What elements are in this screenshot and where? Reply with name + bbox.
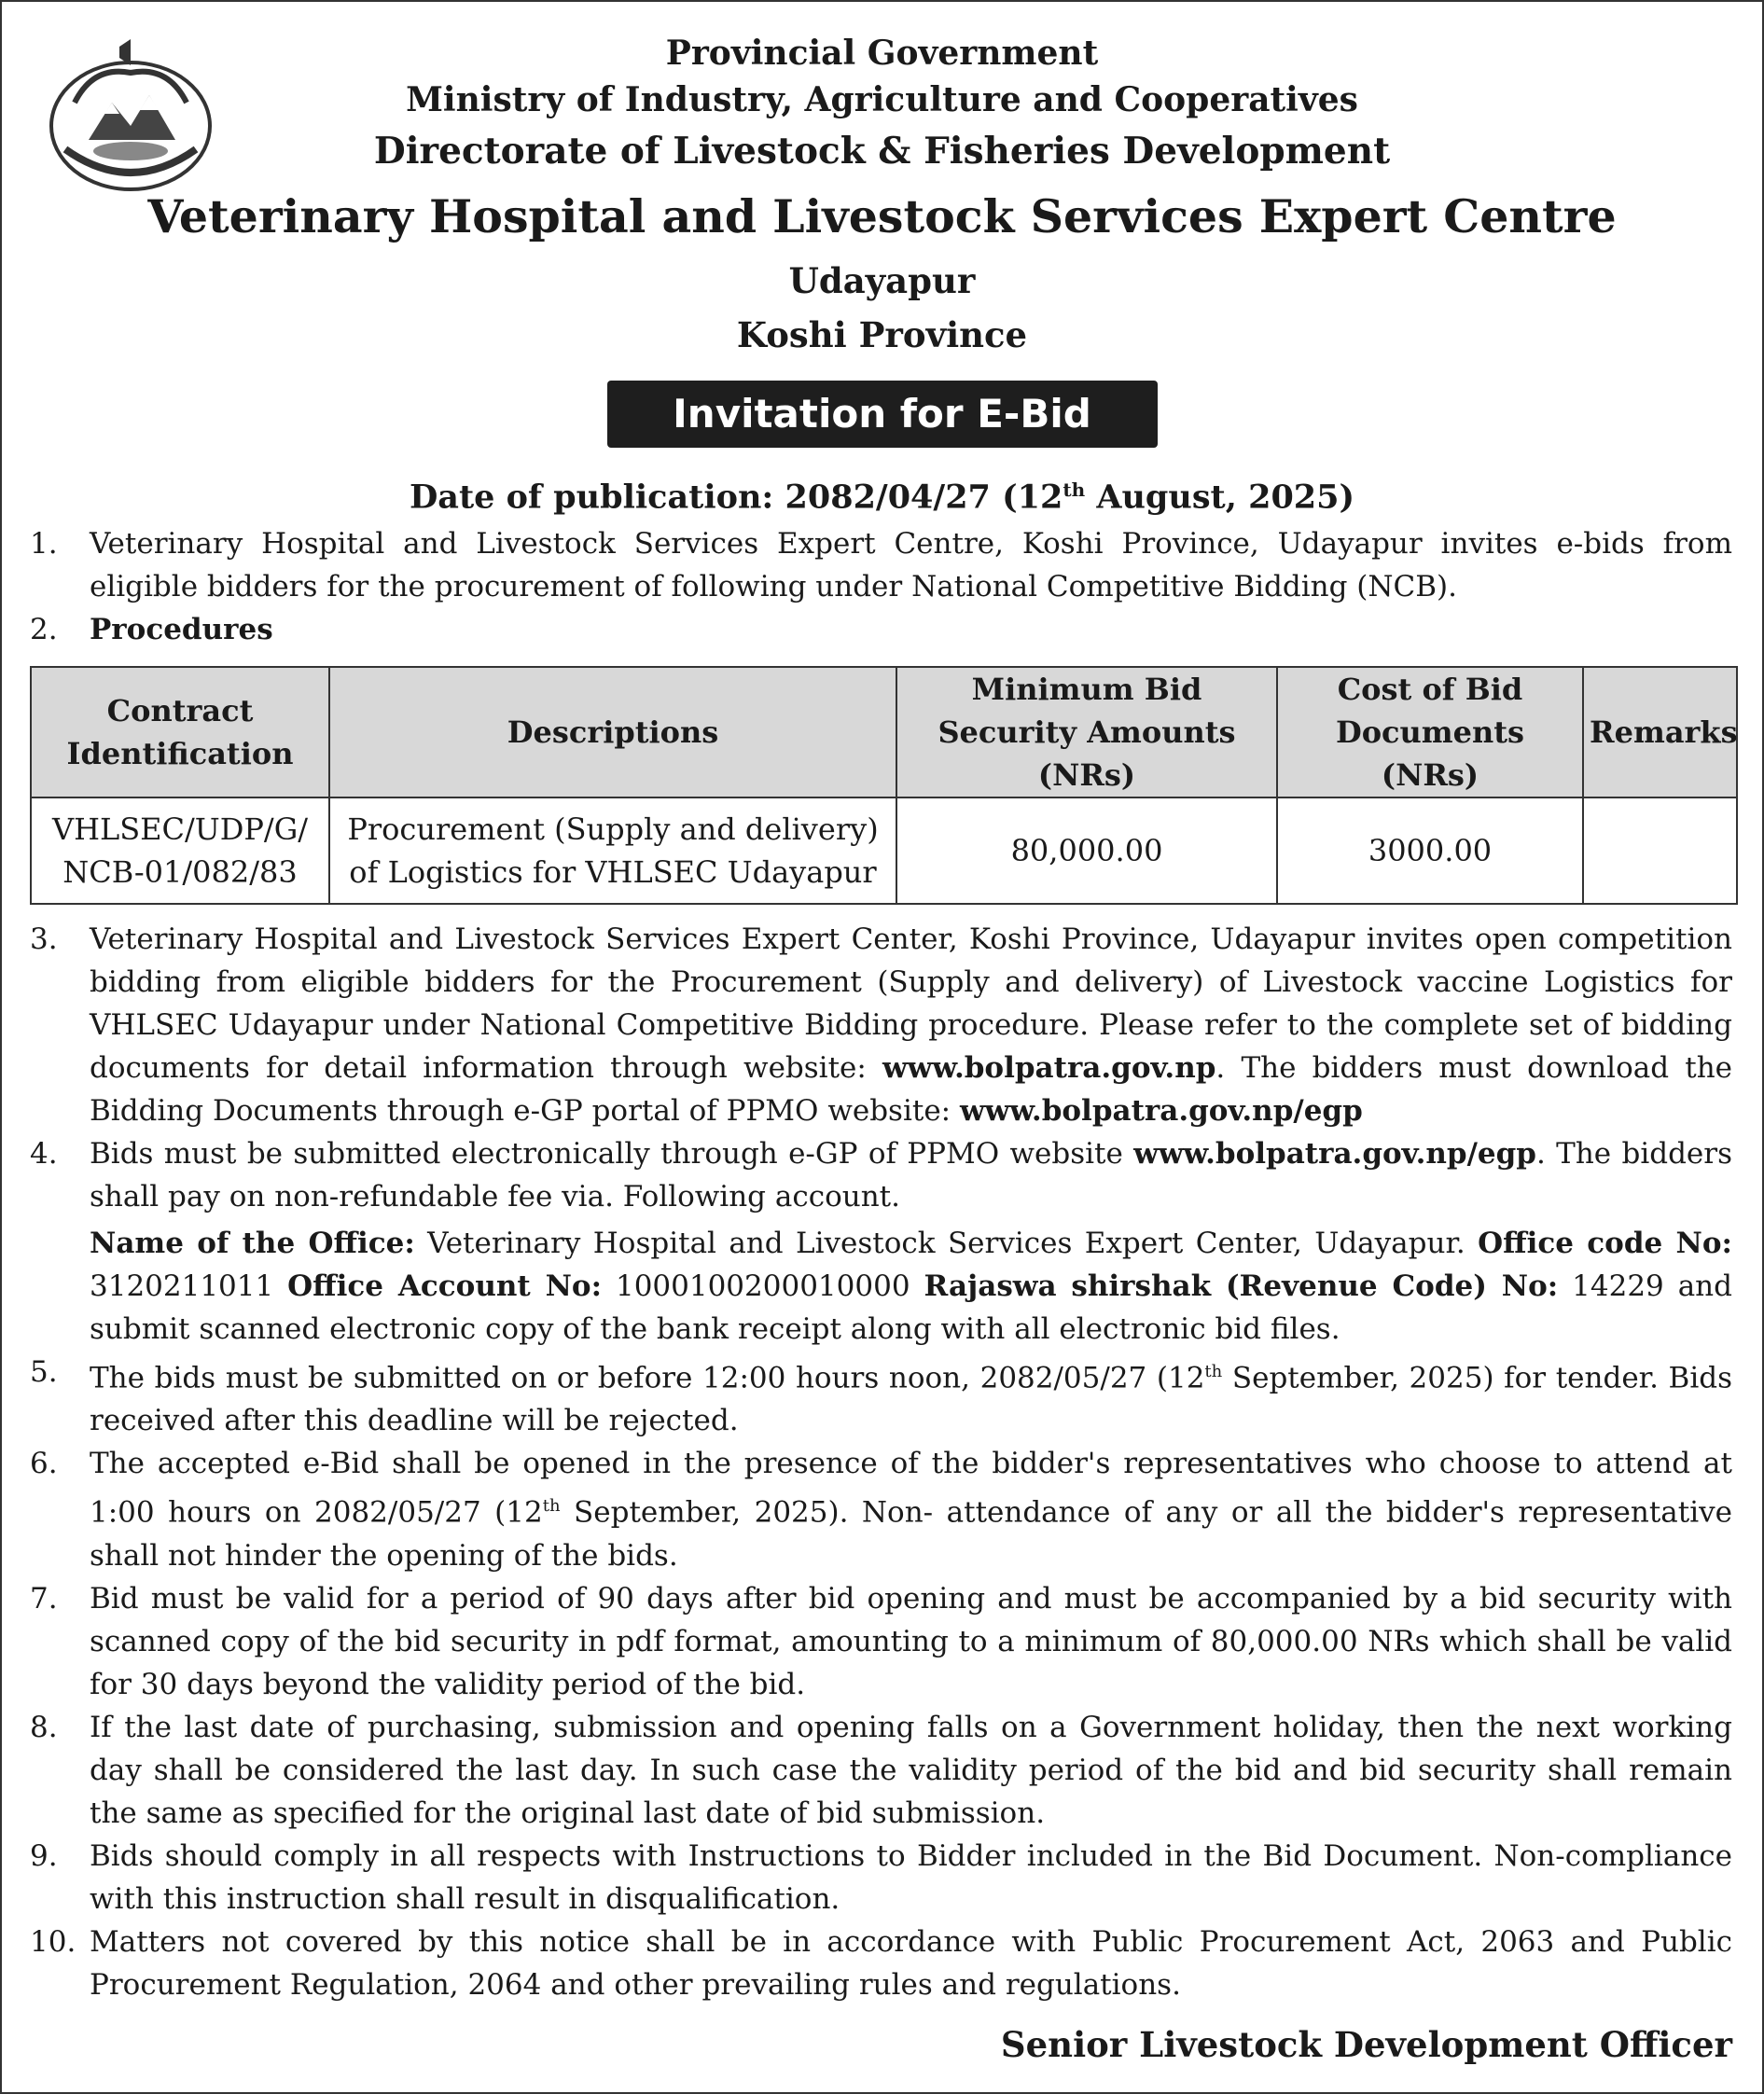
provincial-government: Provincial Government (665, 34, 1099, 73)
invitation-banner: Invitation for E-Bid (607, 381, 1158, 448)
cell-description: Procurement (Supply and delivery) of Logistics for VHLSEC Udayapur (329, 797, 896, 904)
ministry-name: Ministry of Industry, Agriculture and Cooperatives (406, 80, 1358, 119)
account-details: Name of the Office: Veterinary Hospital and Livestock Services Expert Center, Udayapur. Office code No: 3120211011 Office Account No: 1000100200010000 Rajaswa shirshak (Revenue Code) No: 14229 and submit scanned electronic copy of the bank receipt along with all electronic bid files. (90, 1227, 1732, 1346)
cell-bid-security: 80,000.00 (896, 797, 1277, 904)
notice-list (30, 522, 1738, 2006)
bolpatra-link: www.bolpatra.gov.np (882, 1051, 1216, 1085)
cell-doc-cost: 3000.00 (1277, 797, 1583, 904)
publication-date: Date of publication: 2082/04/27 (12th August, 2025) (409, 478, 1355, 517)
table-header-row (31, 667, 1737, 797)
list-item: 4. Bids must be submitted electronically through e-GP of PPMO website www.bolpatra.gov.np/egp. The bidders shall pay on non-refundable fee via. Following account. (30, 1137, 1732, 1213)
cell-remarks (1583, 797, 1737, 904)
col-doc-cost: Cost of Bid Documents (NRs) (1277, 667, 1583, 797)
list-item: 5. The bids must be submitted on or before 12:00 hours noon, 2082/05/27 (12th September, 2025) for tender. Bids received after this deadline will be rejected. (30, 1355, 1732, 1438)
col-contract-id: Contract Identification (31, 667, 329, 797)
list-item: 10. Matters not covered by this notice shall be in accordance with Public Procurement Act, 2063 and Public Procurement Regulation, 2064 and other prevailing rules and regulations. (30, 1924, 1732, 2002)
col-bid-security: Minimum Bid Security Amounts (NRs) (896, 667, 1277, 797)
directorate-name: Directorate of Livestock & Fisheries Development (373, 130, 1391, 173)
district-name: Udayapur (788, 260, 976, 301)
office-name: Veterinary Hospital and Livestock Services Expert Centre (147, 189, 1617, 243)
procedures-table (30, 666, 1738, 905)
egp-link: www.bolpatra.gov.np/egp (959, 1094, 1363, 1128)
nepal-emblem-icon (37, 37, 224, 196)
list-item: 6. The accepted e-Bid shall be opened in the presence of the bidder's representatives who choose to attend at 1:00 hours on 2082/05/27 (12th September, 2025). Non- attendance of any or all the bidder's representative shall not hinder the opening of the bids. (30, 1447, 1732, 1573)
list-item: 7. Bid must be valid for a period of 90 days after bid opening and must be accompanied by a bid security with scanned copy of the bid security in pdf format, amounting to a minimum of 80,000.00 NRs which shall be valid for 30 days beyond the validity period of the bid. (30, 1581, 1732, 1701)
list-item: 9. Bids should comply in all respects with Instructions to Bidder included in the Bid Document. Non-compliance with this instruction shall result in disqualification. (30, 1838, 1732, 1916)
col-descriptions: Descriptions (329, 667, 896, 797)
table-row (31, 797, 1737, 904)
cell-contract-id: VHLSEC/UDP/G/ NCB-01/082/83 (31, 797, 329, 904)
list-item: 8. If the last date of purchasing, submission and opening falls on a Government holiday, then the next working day shall be considered the last day. In such case the validity period of the bid and bid security shall remain the same as specified for the original last date of bid submission. (30, 1710, 1732, 1830)
signatory: Senior Livestock Development Officer (1000, 2024, 1732, 2065)
list-item: 2. Procedures (30, 613, 273, 646)
egp-link: www.bolpatra.gov.np/egp (1133, 1137, 1536, 1171)
province-name: Koshi Province (736, 314, 1028, 355)
list-item: 1. Veterinary Hospital and Livestock Services Expert Centre, Koshi Province, Udayapur invites e-bids from eligible bidders for the procurement of following under National Competitive Bidding (NCB). (30, 527, 1732, 603)
header (2, 2, 1762, 521)
col-remarks: Remarks (1583, 667, 1737, 797)
list-item: 3. Veterinary Hospital and Livestock Services Expert Center, Koshi Province, Udayapur invites open competition bidding from eligible bidders for the Procurement (Supply and delivery) of Livestock vaccine Logistics for VHLSEC Udayapur under National Competitive Bidding procedure. Please refer to the complete set of bidding documents for detail information through website: www.bolpatra.gov.np. The bidders must download the Bidding Documents through e-GP portal of PPMO website: www.bolpatra.gov.np/egp (30, 922, 1733, 1128)
